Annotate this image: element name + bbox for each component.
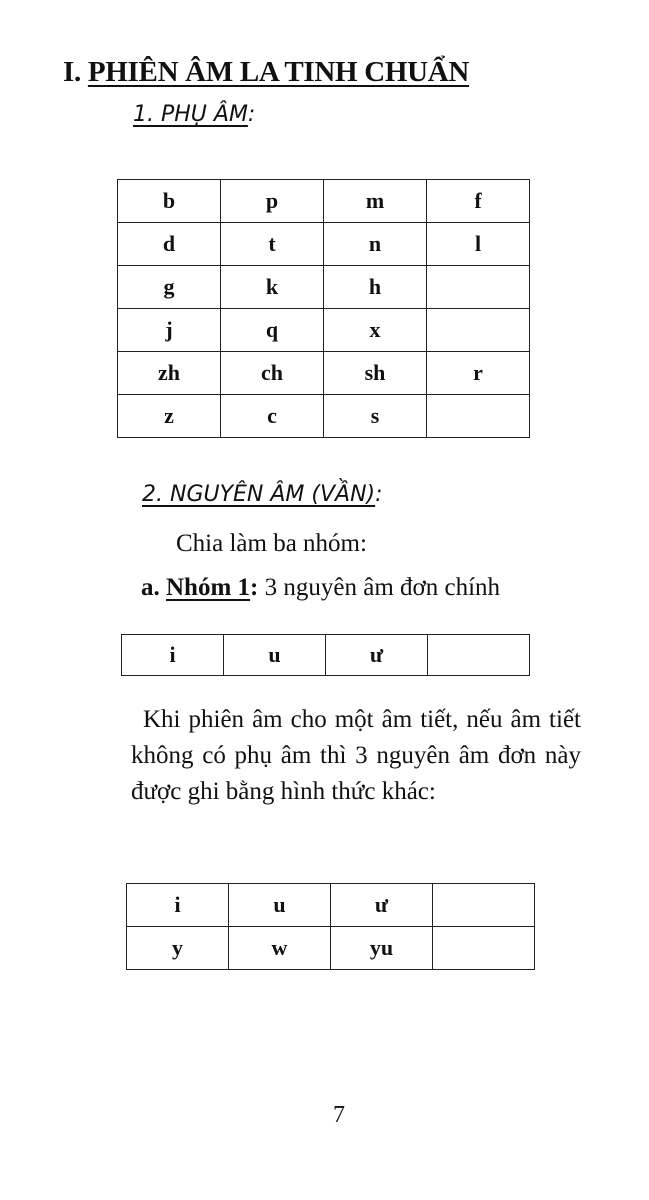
- heading-prefix: I.: [63, 56, 81, 88]
- alt-vowel-table: [126, 883, 535, 970]
- table-row: [118, 395, 530, 438]
- table-cell: d: [118, 223, 221, 266]
- table-cell: k: [221, 266, 324, 309]
- table-cell: s: [324, 395, 427, 438]
- table-cell: [427, 266, 530, 309]
- table-cell: t: [221, 223, 324, 266]
- section2-heading: [142, 482, 383, 507]
- section2-label: 2. NGUYÊN ÂM (VẦN): [142, 482, 376, 507]
- table-cell: [428, 635, 530, 676]
- table-cell: y: [127, 927, 229, 970]
- table-cell: p: [221, 180, 324, 223]
- table-cell: yu: [331, 927, 433, 970]
- table-row: [127, 884, 535, 927]
- table-row: [118, 352, 530, 395]
- table-row: [118, 180, 530, 223]
- table-cell: r: [427, 352, 530, 395]
- table-cell: b: [118, 180, 221, 223]
- table-cell: i: [127, 884, 229, 927]
- explanation-paragraph: Khi phiên âm cho một âm tiết, nếu âm tiết không có phụ âm thì 3 nguyên âm đơn này được ghi bằng hình thức khác:: [131, 706, 581, 805]
- table-cell: l: [427, 223, 530, 266]
- table-cell: u: [229, 884, 331, 927]
- table-row: [118, 223, 530, 266]
- table-row: [122, 635, 530, 676]
- section1-heading: [133, 102, 255, 127]
- table-cell: z: [118, 395, 221, 438]
- table-row: [127, 927, 535, 970]
- group1-heading: [141, 570, 500, 606]
- intro-text: Chia làm ba nhóm:: [176, 530, 367, 557]
- table-cell: j: [118, 309, 221, 352]
- page-number: 7: [333, 1102, 345, 1128]
- table-cell: [427, 395, 530, 438]
- table-cell: m: [324, 180, 427, 223]
- group1-text: 3 nguyên âm đơn chính: [258, 574, 501, 601]
- table-cell: i: [122, 635, 224, 676]
- table-cell: u: [224, 635, 326, 676]
- table-cell: ư: [331, 884, 433, 927]
- table-cell: [433, 884, 535, 927]
- table-cell: n: [324, 223, 427, 266]
- table-cell: h: [324, 266, 427, 309]
- table-cell: f: [427, 180, 530, 223]
- table-cell: [433, 927, 535, 970]
- section1-label: 1. PHỤ ÂM: [133, 102, 248, 127]
- table-cell: x: [324, 309, 427, 352]
- table-row: [118, 309, 530, 352]
- table-cell: g: [118, 266, 221, 309]
- main-vowel-table: [121, 634, 530, 676]
- table-cell: w: [229, 927, 331, 970]
- group1-label: Nhóm 1: [166, 574, 251, 601]
- table-cell: q: [221, 309, 324, 352]
- table-cell: zh: [118, 352, 221, 395]
- table-cell: [427, 309, 530, 352]
- table-cell: ư: [326, 635, 428, 676]
- group1-prefix: a.: [141, 574, 160, 601]
- consonant-table: [117, 179, 530, 438]
- table-cell: sh: [324, 352, 427, 395]
- page-heading: [63, 56, 469, 89]
- table-row: [118, 266, 530, 309]
- heading-title: PHIÊN ÂM LA TINH CHUẨN: [87, 56, 470, 88]
- table-cell: c: [221, 395, 324, 438]
- section2-colon: :: [375, 482, 383, 507]
- table-cell: ch: [221, 352, 324, 395]
- section1-colon: :: [247, 102, 256, 127]
- group1-colon: :: [250, 574, 259, 601]
